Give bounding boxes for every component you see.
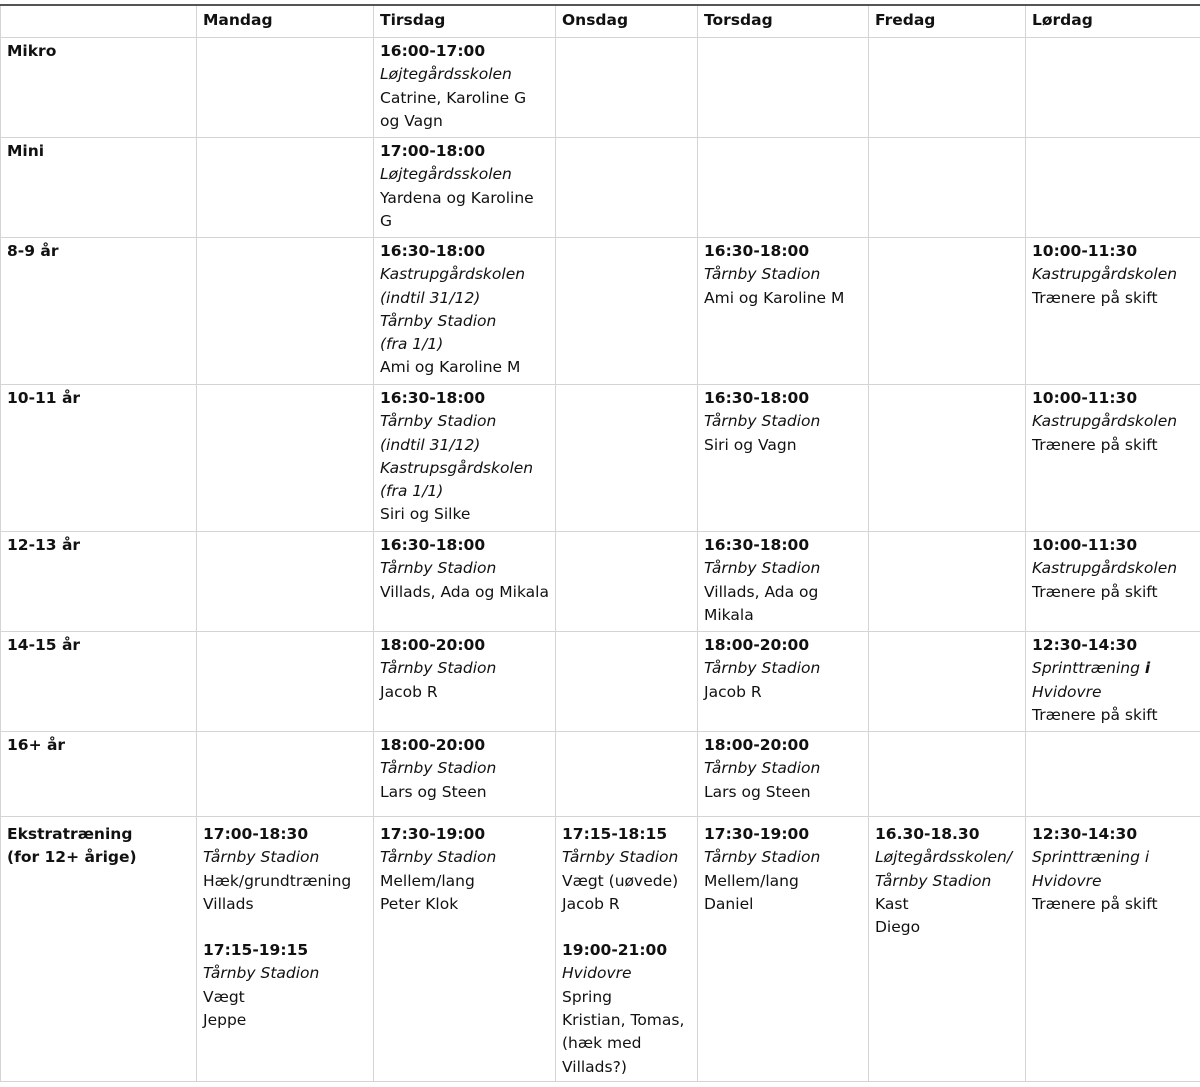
session-time: 18:00-20:00 — [704, 634, 862, 657]
session-time: 16:30-18:00 — [380, 240, 549, 263]
cell-onsdag — [556, 385, 698, 532]
session-location: Kastrupgårdskolen — [1032, 557, 1194, 580]
session-time: 18:00-20:00 — [380, 634, 549, 657]
cell-lordag — [1026, 38, 1200, 138]
session-coaches: Jacob R — [562, 893, 691, 916]
row-8-9 — [1, 238, 1200, 385]
session-type: Spring — [562, 986, 691, 1009]
location-part: Hvidovre — [1032, 683, 1102, 701]
cell-lordag — [1026, 138, 1200, 238]
session-type: Kast — [875, 893, 1019, 916]
cell-torsdag — [698, 138, 869, 238]
session-location: Kastrupgårdskolen — [380, 263, 549, 286]
cell-onsdag — [556, 632, 698, 732]
session-location: Løjtegårdsskolen — [380, 163, 549, 186]
session-location: Tårnby Stadion — [380, 410, 549, 433]
session-coaches: Diego — [875, 916, 1019, 939]
session-time: 10:00-11:30 — [1032, 240, 1194, 263]
group-label: 12-13 år — [1, 532, 197, 632]
training-schedule-table — [0, 4, 1200, 1082]
cell-mandag — [197, 38, 374, 138]
cell-fredag — [869, 38, 1026, 138]
cell-onsdag — [556, 38, 698, 138]
session-time: 18:00-20:00 — [704, 734, 862, 757]
cell-fredag — [869, 238, 1026, 385]
cell-tirsdag — [374, 732, 556, 817]
group-label: 14-15 år — [1, 632, 197, 732]
group-label-line: (for 12+ årige) — [7, 846, 190, 869]
session-time: 17:00-18:30 — [203, 823, 367, 846]
session-type: Mellem/lang — [380, 870, 549, 893]
row-mini — [1, 138, 1200, 238]
session-coaches: Lars og Steen — [380, 781, 549, 804]
cell-torsdag — [698, 238, 869, 385]
session-location — [1032, 657, 1194, 704]
cell-lordag — [1026, 385, 1200, 532]
cell-tirsdag — [374, 632, 556, 732]
session-time: 17:30-19:00 — [704, 823, 862, 846]
session-coaches: Siri og Silke — [380, 503, 549, 526]
session-location: Tårnby Stadion — [704, 657, 862, 680]
session-location: Tårnby Stadion — [203, 962, 367, 985]
session-coaches: Villads — [203, 893, 367, 916]
cell-tirsdag — [374, 385, 556, 532]
session-time: 18:00-20:00 — [380, 734, 549, 757]
cell-lordag — [1026, 732, 1200, 817]
session-location: Kastrupsgårdskolen — [380, 457, 549, 480]
session-location: Hvidovre — [562, 962, 691, 985]
session-type: Vægt — [203, 986, 367, 1009]
session-coaches: Jacob R — [704, 681, 862, 704]
row-mikro — [1, 38, 1200, 138]
row-ekstratraening — [1, 817, 1200, 1082]
session-location: Tårnby Stadion — [704, 263, 862, 286]
session-coaches: Ami og Karoline M — [380, 356, 549, 379]
session-coaches: Ami og Karoline M — [704, 287, 862, 310]
cell-fredag — [869, 138, 1026, 238]
session-location: Tårnby Stadion — [704, 846, 862, 869]
session-time: 10:00-11:30 — [1032, 534, 1194, 557]
group-label: 8-9 år — [1, 238, 197, 385]
session-location: Tårnby Stadion — [380, 846, 549, 869]
session-location: Tårnby Stadion — [380, 757, 549, 780]
session-time: 17:15-19:15 — [203, 939, 367, 962]
session-location: Tårnby Stadion — [380, 310, 549, 333]
header-onsdag: Onsdag — [556, 5, 698, 38]
session-location-note: (indtil 31/12) — [380, 287, 549, 310]
cell-mandag — [197, 732, 374, 817]
session-coaches: Trænere på skift — [1032, 287, 1194, 310]
session-location: Kastrupgårdskolen — [1032, 410, 1194, 433]
session-coaches: Siri og Vagn — [704, 434, 862, 457]
session-location: Løjtegårdsskolen/ — [875, 846, 1019, 869]
cell-torsdag — [698, 38, 869, 138]
cell-fredag — [869, 732, 1026, 817]
cell-mandag — [197, 238, 374, 385]
session-time: 10:00-11:30 — [1032, 387, 1194, 410]
session-time: 16.30-18.30 — [875, 823, 1019, 846]
row-10-11 — [1, 385, 1200, 532]
cell-mandag — [197, 817, 374, 1082]
cell-mandag — [197, 138, 374, 238]
group-label: Mini — [1, 138, 197, 238]
session-coaches: Jeppe — [203, 1009, 367, 1032]
cell-tirsdag — [374, 38, 556, 138]
session-location: Tårnby Stadion — [562, 846, 691, 869]
session-location: Tårnby Stadion — [875, 870, 1019, 893]
session-coaches: Daniel — [704, 893, 862, 916]
session-coaches: Trænere på skift — [1032, 704, 1194, 727]
cell-tirsdag — [374, 138, 556, 238]
session-coaches: Trænere på skift — [1032, 581, 1194, 604]
location-part: Sprinttræning — [1032, 659, 1145, 677]
cell-mandag — [197, 385, 374, 532]
session-time: 16:30-18:00 — [704, 387, 862, 410]
session-time: 16:30-18:00 — [380, 387, 549, 410]
group-label: 16+ år — [1, 732, 197, 817]
group-label: Mikro — [1, 38, 197, 138]
cell-tirsdag — [374, 817, 556, 1082]
row-14-15 — [1, 632, 1200, 732]
header-corner — [1, 5, 197, 38]
cell-onsdag — [556, 817, 698, 1082]
header-lordag: Lørdag — [1026, 5, 1200, 38]
session-location-note: (fra 1/1) — [380, 333, 549, 356]
session-location-note: (indtil 31/12) — [380, 434, 549, 457]
session-location: Kastrupgårdskolen — [1032, 263, 1194, 286]
session-coaches: Yardena og Karoline G — [380, 187, 549, 234]
cell-onsdag — [556, 732, 698, 817]
cell-mandag — [197, 632, 374, 732]
session-location: Tårnby Stadion — [203, 846, 367, 869]
session-type: Hæk/grundtræning — [203, 870, 367, 893]
cell-torsdag — [698, 817, 869, 1082]
cell-torsdag — [698, 532, 869, 632]
session-location: Tårnby Stadion — [704, 557, 862, 580]
cell-lordag — [1026, 238, 1200, 385]
session-type: Mellem/lang — [704, 870, 862, 893]
header-row — [1, 5, 1200, 38]
header-torsdag: Torsdag — [698, 5, 869, 38]
session-time: 12:30-14:30 — [1032, 823, 1194, 846]
header-mandag: Mandag — [197, 5, 374, 38]
group-label — [1, 817, 197, 1082]
session-coaches: Catrine, Karoline G og Vagn — [380, 87, 549, 134]
cell-onsdag — [556, 238, 698, 385]
session-coaches: Kristian, Tomas, (hæk med Villads?) — [562, 1009, 691, 1079]
session-coaches: Villads, Ada og Mikala — [380, 581, 549, 604]
cell-torsdag — [698, 732, 869, 817]
group-label: 10-11 år — [1, 385, 197, 532]
header-tirsdag: Tirsdag — [374, 5, 556, 38]
session-type: Vægt (uøvede) — [562, 870, 691, 893]
cell-torsdag — [698, 385, 869, 532]
session-time: 17:15-18:15 — [562, 823, 691, 846]
cell-mandag — [197, 532, 374, 632]
session-location-note: (fra 1/1) — [380, 480, 549, 503]
cell-lordag — [1026, 817, 1200, 1082]
session-location: Løjtegårdsskolen — [380, 63, 549, 86]
cell-lordag — [1026, 532, 1200, 632]
location-part-bold: i — [1145, 659, 1150, 677]
session-location: Tårnby Stadion — [704, 410, 862, 433]
session-location: Tårnby Stadion — [704, 757, 862, 780]
session-time: 16:00-17:00 — [380, 40, 549, 63]
session-coaches: Trænere på skift — [1032, 434, 1194, 457]
session-coaches: Peter Klok — [380, 893, 549, 916]
session-time: 17:30-19:00 — [380, 823, 549, 846]
session-location: Sprinttræning i Hvidovre — [1032, 846, 1194, 893]
cell-lordag — [1026, 632, 1200, 732]
session-coaches: Jacob R — [380, 681, 549, 704]
session-time: 16:30-18:00 — [704, 534, 862, 557]
session-time: 19:00-21:00 — [562, 939, 691, 962]
cell-tirsdag — [374, 532, 556, 632]
session-coaches: Trænere på skift — [1032, 893, 1194, 916]
session-coaches: Villads, Ada og Mikala — [704, 581, 862, 628]
session-location: Tårnby Stadion — [380, 557, 549, 580]
row-12-13 — [1, 532, 1200, 632]
session-time: 12:30-14:30 — [1032, 634, 1194, 657]
session-coaches: Lars og Steen — [704, 781, 862, 804]
group-label-line: Ekstratræning — [7, 823, 190, 846]
row-16-plus — [1, 732, 1200, 817]
cell-onsdag — [556, 532, 698, 632]
cell-fredag — [869, 532, 1026, 632]
session-time: 16:30-18:00 — [380, 534, 549, 557]
cell-onsdag — [556, 138, 698, 238]
cell-tirsdag — [374, 238, 556, 385]
cell-fredag — [869, 817, 1026, 1082]
session-time: 17:00-18:00 — [380, 140, 549, 163]
header-fredag: Fredag — [869, 5, 1026, 38]
cell-torsdag — [698, 632, 869, 732]
session-time: 16:30-18:00 — [704, 240, 862, 263]
cell-fredag — [869, 385, 1026, 532]
session-location: Tårnby Stadion — [380, 657, 549, 680]
cell-fredag — [869, 632, 1026, 732]
